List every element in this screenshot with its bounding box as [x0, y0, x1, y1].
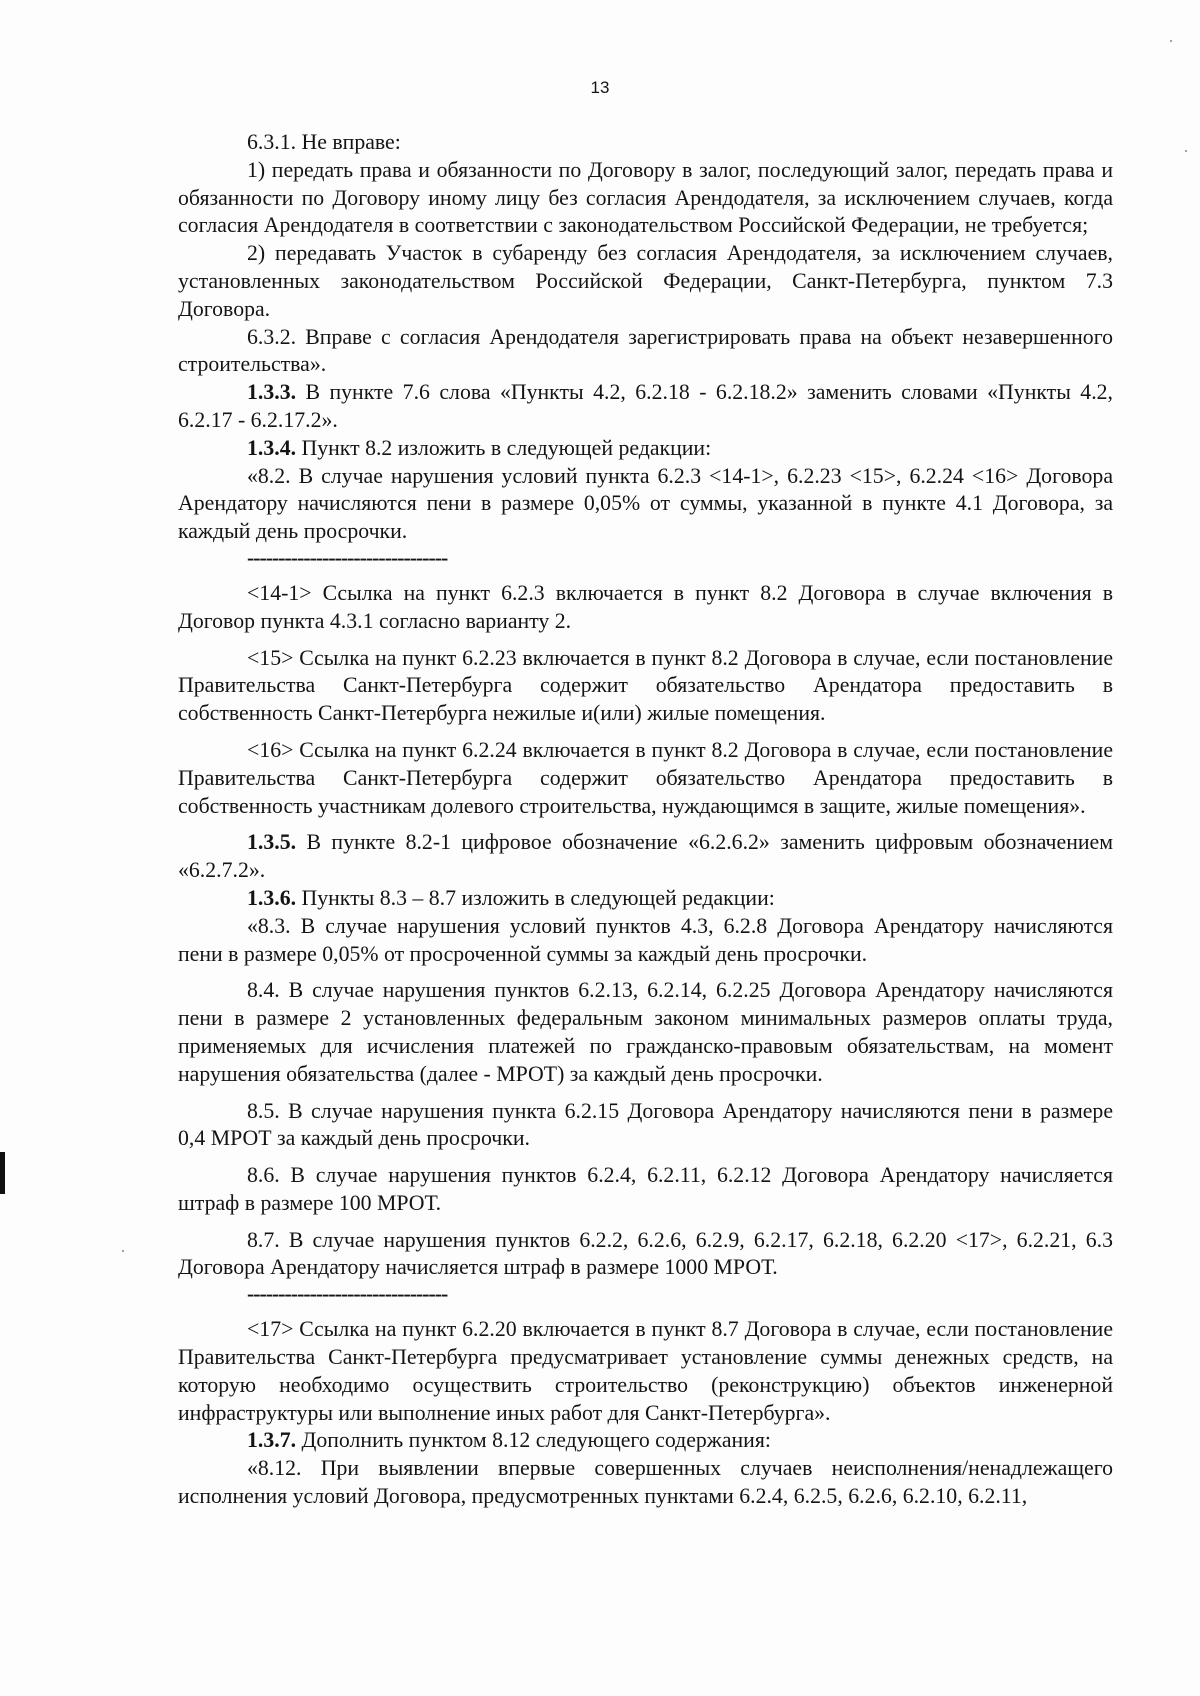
- paragraph: [178, 829, 1113, 885]
- paragraph: [178, 1427, 1113, 1455]
- document-body: [178, 129, 1113, 1511]
- footnote: <16> Ссылка на пункт 6.2.24 включается в пункт 8.2 Договора в случае, если постановление Правительства Санкт-Петербурга содержит обязательство Арендатора предоставить в собственность участникам долевого строительства, нуждающимся в защите, жилые помещения».: [178, 737, 1113, 818]
- paragraph-text: Пункт 8.2 изложить в следующей редакции:: [296, 435, 712, 460]
- paragraph: 1) передать права и обязанности по Договору в залог, последующий залог, передать права и обязанности по Договору иному лицу без согласия Арендодателя, за исключением случаев, когда согласия Арендодателя в соответствии с законодательством Российской Федерации, не требуется;: [178, 157, 1113, 238]
- paragraph: 8.7. В случае нарушения пунктов 6.2.2, 6.2.6, 6.2.9, 6.2.17, 6.2.18, 6.2.20 <17>, 6.2.21, 6.3 Договора Арендатору начисляется штраф в размере 1000 МРОТ.: [178, 1227, 1113, 1280]
- scan-edge-mark: [0, 1152, 5, 1194]
- clause-number: 1.3.5.: [247, 830, 297, 855]
- clause-number: 1.3.7.: [247, 1428, 297, 1453]
- scan-speck: [122, 1250, 124, 1252]
- clause-number: 1.3.3.: [247, 380, 297, 405]
- paragraph: 8.5. В случае нарушения пункта 6.2.15 Договора Арендатору начисляются пени в размере 0,4 МРОТ за каждый день просрочки.: [178, 1098, 1113, 1151]
- scan-speck: [1185, 150, 1187, 152]
- paragraph: «8.3. В случае нарушения условий пунктов 4.3, 6.2.8 Договора Арендатору начисляются пени в размере 0,05% от просроченной суммы за каждый день просрочки.: [178, 913, 1113, 966]
- paragraph: 8.4. В случае нарушения пунктов 6.2.13, 6.2.14, 6.2.25 Договора Арендатору начисляются пени в размере 2 установленных федеральным законом минимальных размеров оплаты труда, применяемых для исчисления платежей по гражданско-правовым обязательствам, на момент нарушения обязательства (далее - МРОТ) за каждый день просрочки.: [178, 978, 1113, 1086]
- clause-number: 1.3.4.: [247, 435, 297, 460]
- page-number: 13: [590, 78, 610, 97]
- paragraph: «8.2. В случае нарушения условий пункта 6.2.3 <14-1>, 6.2.23 <15>, 6.2.24 <16> Договора Арендатору начисляются пени в размере 0,05% от суммы, указанной в пункте 4.1 Договора, за каждый день просрочки.: [178, 463, 1113, 544]
- footnote: <15> Ссылка на пункт 6.2.23 включается в пункт 8.2 Договора в случае, если постановление Правительства Санкт-Петербурга содержит обязательство Арендатора предоставить в собственность Санкт-Петербурга нежилые и(или) жилые помещения.: [178, 645, 1113, 726]
- paragraph: 6.3.1. Не вправе:: [247, 130, 401, 154]
- footnote: <14-1> Ссылка на пункт 6.2.3 включается в пункт 8.2 Договора в случае включения в Договор пункта 4.3.1 согласно варианту 2.: [178, 580, 1113, 633]
- paragraph: [178, 885, 1113, 913]
- paragraph-text: Дополнить пунктом 8.12 следующего содержания:: [296, 1428, 771, 1453]
- paragraph-text: В пункте 8.2-1 цифровое обозначение «6.2.6.2» заменить цифровым обозначением «6.2.7.2».: [178, 830, 1113, 883]
- clause-number: 1.3.6.: [247, 885, 297, 910]
- paragraph: 8.6. В случае нарушения пунктов 6.2.4, 6.2.11, 6.2.12 Договора Арендатору начисляется штраф в размере 100 МРОТ.: [178, 1163, 1113, 1215]
- paragraph: [178, 379, 1113, 435]
- paragraph-text: В пункте 7.6 слова «Пункты 4.2, 6.2.18 - 6.2.18.2» заменить словами «Пункты 4.2, 6.2.17 - 6.2.17.2».: [178, 380, 1113, 432]
- paragraph: [178, 435, 1113, 463]
- paragraph: «8.12. При выявлении впервые совершенных случаев неисполнения/ненадлежащего исполнения условий Договора, предусмотренных пунктами 6.2.4, 6.2.5, 6.2.6, 6.2.10, 6.2.11,: [178, 1456, 1113, 1509]
- footnote-separator: --------------------------------: [247, 545, 448, 570]
- paragraph: 6.3.2. Вправе с согласия Арендодателя зарегистрировать права на объект незавершенного строительства».: [178, 324, 1113, 377]
- footnote-separator: --------------------------------: [247, 1282, 448, 1307]
- scan-speck: [1170, 40, 1172, 42]
- paragraph: 2) передавать Участок в субаренду без согласия Арендодателя, за исключением случаев, установленных законодательством Российской Федерации, Санкт-Петербурга, пунктом 7.3 Договора.: [178, 241, 1113, 321]
- paragraph-text: Пункты 8.3 – 8.7 изложить в следующей редакции:: [296, 885, 775, 910]
- footnote: <17> Ссылка на пункт 6.2.20 включается в пункт 8.7 Договора в случае, если постановление Правительства Санкт-Петербурга предусматривает установление суммы денежных средств, на которую необходимо осуществить строительство (реконструкцию) объектов инженерной инфраструктуры или выполнение иных работ для Санкт-Петербурга».: [178, 1317, 1113, 1425]
